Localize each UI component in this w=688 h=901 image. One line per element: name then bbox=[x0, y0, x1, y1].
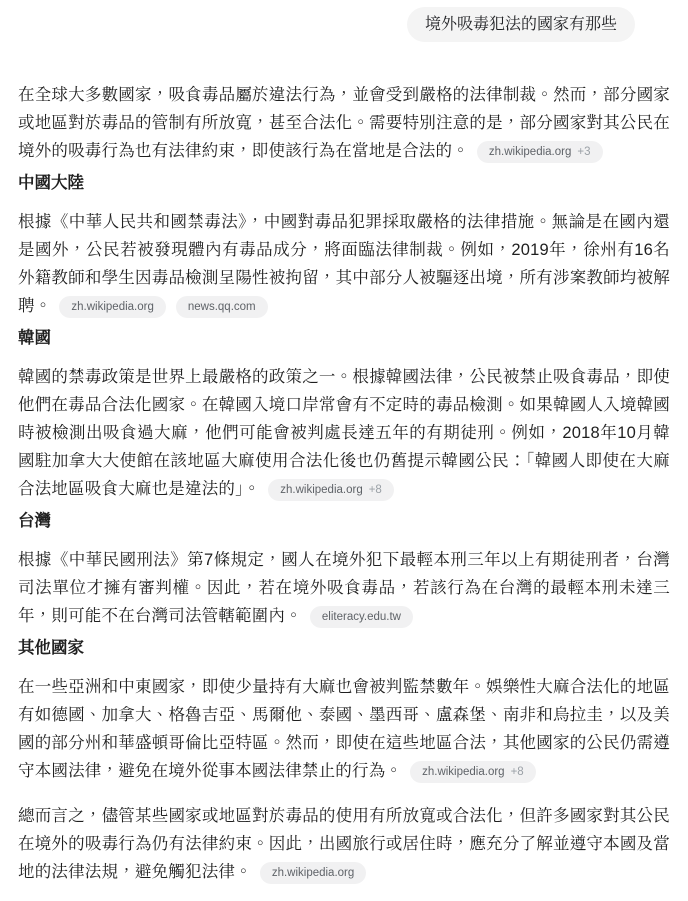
answer-content bbox=[0, 42, 688, 886]
section-paragraph bbox=[18, 81, 670, 165]
answer-section bbox=[18, 173, 670, 320]
section-heading: 台灣 bbox=[18, 512, 51, 530]
section-paragraph bbox=[18, 363, 670, 503]
citation-pill[interactable] bbox=[477, 141, 603, 163]
citation-source-label: eliteracy.edu.tw bbox=[321, 610, 401, 623]
section-heading: 中國大陸 bbox=[18, 174, 84, 192]
citation-source-label: zh.wikipedia.org bbox=[280, 483, 363, 496]
citation-source-label: zh.wikipedia.org bbox=[71, 300, 154, 313]
user-question-text: 境外吸毒犯法的國家有那些 bbox=[424, 16, 617, 33]
citation-more-count: +8 bbox=[368, 483, 382, 496]
section-paragraph bbox=[18, 208, 670, 320]
user-question-bubble bbox=[407, 7, 635, 42]
answer-section bbox=[18, 81, 670, 165]
citation-pill[interactable] bbox=[268, 479, 394, 501]
section-heading: 韓國 bbox=[18, 329, 51, 347]
section-paragraph bbox=[18, 673, 670, 785]
paragraph-text: 韓國的禁毒政策是世界上最嚴格的政策之一。根據韓國法律，公民被禁止吸食毒品，即使他們在毒品合法化國家。在韓國入境口岸常會有不定時的毒品檢測。如果韓國人入境韓國時被檢測出吸食過大麻，他們可能會被判處長達五年的有期徒刑。例如，2018年10月韓國駐加拿大大使館在該地區大麻使用合法化後也仍舊提示韓國公民：「韓國人即使在大麻合法地區吸食大麻也是違法的」。 bbox=[18, 368, 670, 498]
citation-source-label: zh.wikipedia.org bbox=[422, 765, 505, 778]
citation-source-label: zh.wikipedia.org bbox=[488, 145, 572, 158]
section-heading: 其他國家 bbox=[18, 639, 84, 657]
answer-section bbox=[18, 328, 670, 503]
citation-pill[interactable] bbox=[176, 296, 268, 318]
answer-section bbox=[18, 802, 670, 886]
paragraph-text: 總而言之，儘管某些國家或地區對於毒品的使用有所放寬或合法化，但許多國家對其公民在境外的吸毒行為仍有法律約束。因此，出國旅行或居住時，應充分了解並遵守本國及當地的法律法規，避免觸犯法律。 bbox=[18, 807, 670, 881]
citation-more-count: +3 bbox=[577, 145, 591, 158]
citation-source-label: news.qq.com bbox=[187, 300, 256, 313]
answer-section bbox=[18, 638, 670, 785]
paragraph-text: 在全球大多數國家，吸食毒品屬於違法行為，並會受到嚴格的法律制裁。然而，部分國家或地區對於毒品的管制有所放寬，甚至合法化。需要特別注意的是，部分國家對其公民在境外的吸毒行為也有法律約束，即使該行為在當地是合法的。 bbox=[18, 86, 670, 160]
section-paragraph bbox=[18, 802, 670, 886]
section-paragraph bbox=[18, 546, 670, 630]
paragraph-text: 根據《中華人民共和國禁毒法》，中國對毒品犯罪採取嚴格的法律措施。無論是在國內還是國外，公民若被發現體內有毒品成分，將面臨法律制裁。例如，2019年，徐州有16名外籍教師和學生因毒品檢測呈陽性被拘留，其中部分人被驅逐出境，所有涉案教師均被解聘。 bbox=[18, 213, 670, 315]
citation-pill[interactable] bbox=[260, 862, 366, 884]
paragraph-text: 根據《中華民國刑法》第7條規定，國人在境外犯下最輕本刑三年以上有期徒刑者，台灣司法單位才擁有審判權。因此，若在境外吸食毒品，若該行為在台灣的最輕本刑未達三年，則可能不在台灣司法管轄範圍內。 bbox=[18, 551, 670, 625]
answer-section bbox=[18, 511, 670, 630]
citation-pill[interactable] bbox=[310, 606, 413, 628]
paragraph-text: 在一些亞洲和中東國家，即使少量持有大麻也會被判監禁數年。娛樂性大麻合法化的地區有如德國、加拿大、格魯吉亞、馬爾他、泰國、墨西哥、盧森堡、南非和烏拉圭，以及美國的部分州和華盛頓哥倫比亞特區。然而，即使在這些地區合法，其他國家的公民仍需遵守本國法律，避免在境外從事本國法律禁止的行為。 bbox=[18, 678, 670, 780]
citation-source-label: zh.wikipedia.org bbox=[271, 866, 355, 879]
chat-header-row bbox=[0, 0, 688, 42]
citation-pill[interactable] bbox=[59, 296, 165, 318]
citation-more-count: +8 bbox=[510, 765, 524, 778]
citation-pill[interactable] bbox=[410, 761, 536, 783]
